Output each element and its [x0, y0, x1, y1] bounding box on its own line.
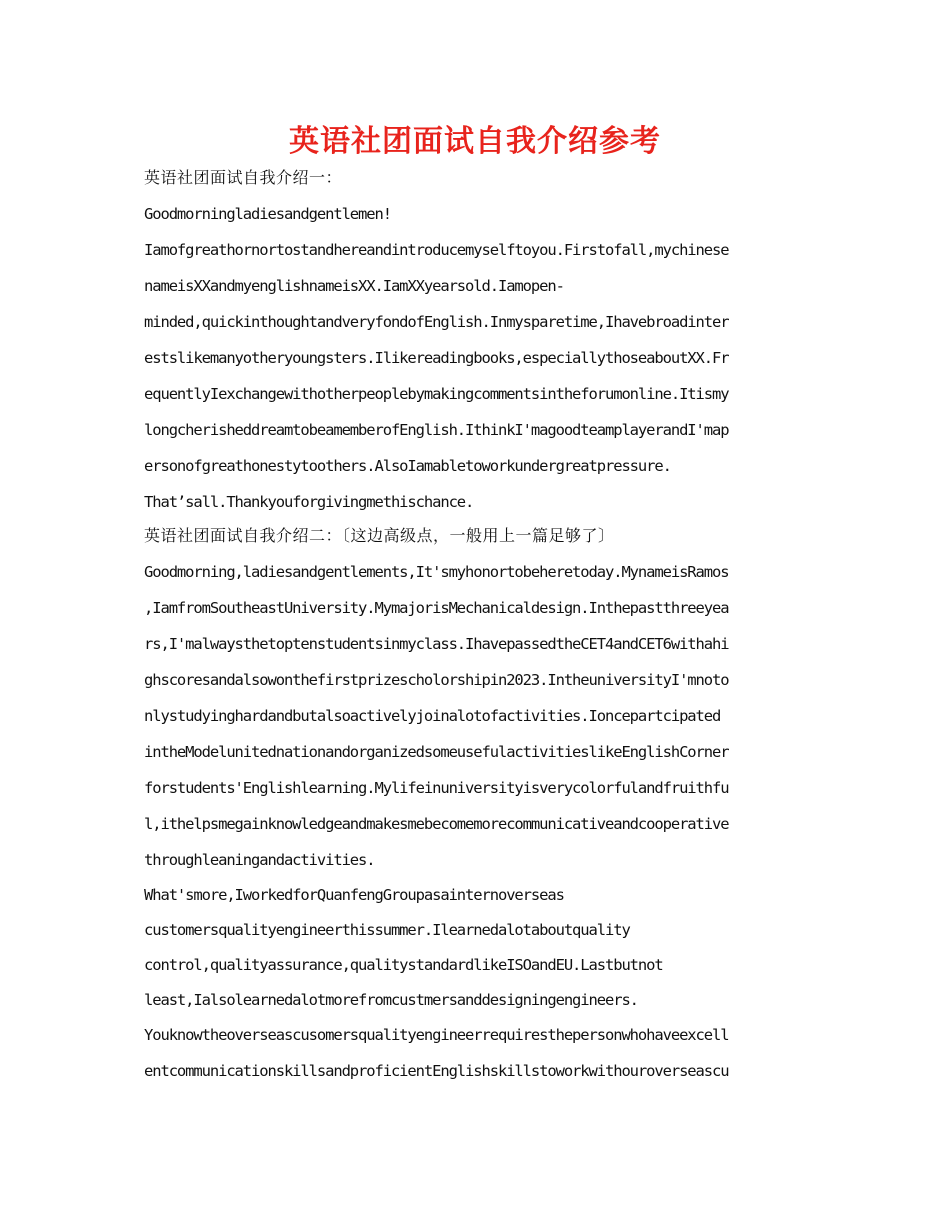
section2-line: forstudents'Englishlearning.Mylifeinuniversityisverycolorfulandfruithfu: [144, 779, 729, 797]
section2-line: throughleaningandactivities.: [144, 851, 375, 869]
section2-line: entcommunicationskillsandproficientEnglishskillstoworkwithouroverseascu: [144, 1062, 729, 1080]
section1-line: longcherisheddreamtobeamemberofEnglish.IthinkI'magoodteamplayerandI'map: [144, 421, 729, 439]
section2-line: least,Ialsolearnedalotmorefromcustmersanddesigningengineers.: [144, 991, 638, 1009]
section1-line: minded,quickinthoughtandveryfondofEnglish.Inmysparetime,Ihavebroadinter: [144, 313, 729, 331]
section1-heading: 英语社团面试自我介绍一：: [144, 168, 343, 187]
section2-line: customersqualityengineerthissummer.Ilearnedalotaboutquality: [144, 921, 630, 939]
section1-line: ersonofgreathonestytoothers.AlsoIamabletoworkundergreatpressure.: [144, 457, 671, 475]
document-title: 英语社团面试自我介绍参考: [289, 124, 661, 159]
document-body: [144, 163, 806, 1081]
section1-line: nameisXXandmyenglishnameisXX.IamXXyearsold.Iamopen-: [144, 277, 564, 295]
section2-line: ghscoresandalsowonthefirstprizescholorshipin2023.IntheuniversityI'mnoto: [144, 671, 729, 689]
section2-line: rs,I'malwaysthetoptenstudentsinmyclass.IhavepassedtheCET4andCET6withahi: [144, 635, 729, 653]
section2-line: intheModelunitednationandorganizedsomeusefulactivitieslikeEnglishCorner: [144, 743, 729, 761]
section2-line: ,IamfromSoutheastUniversity.MymajorisMechanicaldesign.Inthepastthreeyea: [144, 599, 729, 617]
section1-line: Iamofgreathornortostandhereandintroducemyselftoyou.Firstofall,mychinese: [144, 241, 729, 259]
section2-heading: 英语社团面试自我介绍二：〔这边高级点，一般用上一篇足够了〕: [144, 526, 615, 545]
section1-line: equentlyIexchangewithotherpeoplebymakingcommentsintheforumonline.Itismy: [144, 385, 729, 403]
section2-line: Goodmorning,ladiesandgentlements,It'smyhonortobeheretoday.MynameisRamos: [144, 563, 729, 581]
section2-line: l,ithelpsmegainknowledgeandmakesmebecomemorecommunicativeandcooperative: [144, 815, 729, 833]
section2-line: nlystudyinghardandbutalsoactivelyjoinalotofactivities.Ioncepartcipated: [144, 707, 721, 725]
section2-line: control,qualityassurance,qualitystandardlikeISOandEU.Lastbutnot: [144, 956, 663, 974]
section2-line: What'smore,IworkedforQuanfengGroupasainternoverseas: [144, 886, 564, 904]
section1-line: estslikemanyotheryoungsters.Ilikereadingbooks,especiallythoseaboutXX.Fr: [144, 349, 729, 367]
section1-line: Goodmorningladiesandgentlemen!: [144, 205, 391, 223]
section1-line: That’sall.Thankyouforgivingmethischance.: [144, 493, 474, 511]
section2-line: Youknowtheoverseascusomersqualityengineerrequiresthepersonwhohaveexcell: [144, 1026, 729, 1044]
